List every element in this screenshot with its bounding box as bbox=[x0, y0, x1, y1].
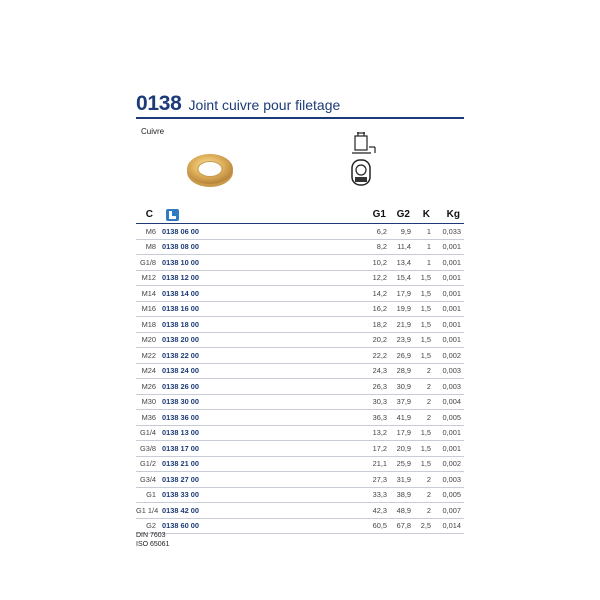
k-cell: 1,5 bbox=[414, 456, 434, 472]
k-cell: 1,5 bbox=[414, 441, 434, 457]
table-row bbox=[136, 270, 464, 286]
reference-cell: 0138 30 00 bbox=[162, 394, 362, 410]
column-header-g1: G1 bbox=[372, 209, 386, 220]
g1-cell: 60,5 bbox=[362, 518, 390, 534]
table-row bbox=[136, 317, 464, 333]
size-cell: M36 bbox=[136, 410, 162, 426]
table-row bbox=[136, 348, 464, 364]
g2-cell: 20,9 bbox=[390, 441, 414, 457]
kg-cell: 0,004 bbox=[434, 394, 464, 410]
g2-cell: 9,9 bbox=[390, 224, 414, 240]
kg-cell: 0,005 bbox=[434, 487, 464, 503]
k-cell: 1 bbox=[414, 239, 434, 255]
parts-table bbox=[136, 206, 464, 534]
size-cell: G3/8 bbox=[136, 441, 162, 457]
spanner-fitting-icon bbox=[352, 132, 375, 153]
k-cell: 1,5 bbox=[414, 270, 434, 286]
g1-cell: 33,3 bbox=[362, 487, 390, 503]
table-row bbox=[136, 410, 464, 426]
reference-cell: 0138 08 00 bbox=[162, 239, 362, 255]
table-row bbox=[136, 472, 464, 488]
reference-cell: 0138 14 00 bbox=[162, 286, 362, 302]
reference-cell: 0138 06 00 bbox=[162, 224, 362, 240]
g2-cell: 11,4 bbox=[390, 239, 414, 255]
size-cell: G1/2 bbox=[136, 456, 162, 472]
k-cell: 1,5 bbox=[414, 301, 434, 317]
g1-cell: 16,2 bbox=[362, 301, 390, 317]
size-cell: M6 bbox=[136, 224, 162, 240]
g1-cell: 14,2 bbox=[362, 286, 390, 302]
g2-cell: 17,9 bbox=[390, 286, 414, 302]
reference-cell: 0138 36 00 bbox=[162, 410, 362, 426]
kg-cell: 0,001 bbox=[434, 301, 464, 317]
g1-cell: 27,3 bbox=[362, 472, 390, 488]
table-header bbox=[136, 206, 464, 224]
page-title bbox=[136, 92, 340, 118]
bolt-hole-icon bbox=[352, 160, 370, 185]
size-cell: M30 bbox=[136, 394, 162, 410]
standards-list bbox=[136, 531, 169, 549]
reference-cell: 0138 27 00 bbox=[162, 472, 362, 488]
size-cell: M22 bbox=[136, 348, 162, 364]
reference-cell: 0138 26 00 bbox=[162, 379, 362, 395]
reference-cell: 0138 12 00 bbox=[162, 270, 362, 286]
g2-cell: 67,8 bbox=[390, 518, 414, 534]
kg-cell: 0,002 bbox=[434, 348, 464, 364]
k-cell: 2 bbox=[414, 410, 434, 426]
standard-din: DIN 7603 bbox=[136, 532, 166, 539]
g1-cell: 30,3 bbox=[362, 394, 390, 410]
size-cell: M26 bbox=[136, 379, 162, 395]
kg-cell: 0,001 bbox=[434, 317, 464, 333]
kg-cell: 0,001 bbox=[434, 286, 464, 302]
size-cell: M20 bbox=[136, 332, 162, 348]
reference-cell: 0138 60 00 bbox=[162, 518, 362, 534]
kg-cell: 0,003 bbox=[434, 472, 464, 488]
standard-iso: ISO 65061 bbox=[136, 541, 170, 548]
k-cell: 2 bbox=[414, 487, 434, 503]
table-row bbox=[136, 332, 464, 348]
reference-cell: 0138 18 00 bbox=[162, 317, 362, 333]
table-row bbox=[136, 301, 464, 317]
kg-cell: 0,001 bbox=[434, 239, 464, 255]
table-row bbox=[136, 224, 464, 240]
reference-cell: 0138 20 00 bbox=[162, 332, 362, 348]
table-row bbox=[136, 518, 464, 534]
table-row bbox=[136, 239, 464, 255]
g2-cell: 23,9 bbox=[390, 332, 414, 348]
reference-cell: 0138 22 00 bbox=[162, 348, 362, 364]
kg-cell: 0,003 bbox=[434, 379, 464, 395]
size-cell: G1 1/4 bbox=[136, 503, 162, 519]
k-cell: 2 bbox=[414, 394, 434, 410]
table-row bbox=[136, 456, 464, 472]
table-row bbox=[136, 255, 464, 271]
kg-cell: 0,002 bbox=[434, 456, 464, 472]
reference-cell: 0138 10 00 bbox=[162, 255, 362, 271]
material-label: Cuivre bbox=[141, 127, 165, 136]
g1-cell: 10,2 bbox=[362, 255, 390, 271]
g2-cell: 25,9 bbox=[390, 456, 414, 472]
size-cell: M16 bbox=[136, 301, 162, 317]
reference-cell: 0138 24 00 bbox=[162, 363, 362, 379]
column-header-g2: G2 bbox=[396, 209, 410, 220]
title-divider bbox=[136, 117, 464, 119]
k-cell: 2 bbox=[414, 503, 434, 519]
size-cell: M14 bbox=[136, 286, 162, 302]
kg-cell: 0,003 bbox=[434, 363, 464, 379]
table-row bbox=[136, 487, 464, 503]
table-row bbox=[136, 363, 464, 379]
k-cell: 1,5 bbox=[414, 317, 434, 333]
g1-cell: 17,2 bbox=[362, 441, 390, 457]
k-cell: 1 bbox=[414, 224, 434, 240]
g1-cell: 24,3 bbox=[362, 363, 390, 379]
g2-cell: 28,9 bbox=[390, 363, 414, 379]
reference-icon bbox=[166, 209, 179, 221]
table-row bbox=[136, 394, 464, 410]
reference-cell: 0138 21 00 bbox=[162, 456, 362, 472]
g1-cell: 20,2 bbox=[362, 332, 390, 348]
table-row bbox=[136, 379, 464, 395]
size-cell: M24 bbox=[136, 363, 162, 379]
g2-cell: 15,4 bbox=[390, 270, 414, 286]
kg-cell: 0,001 bbox=[434, 255, 464, 271]
size-cell: G1/8 bbox=[136, 255, 162, 271]
reference-cell: 0138 17 00 bbox=[162, 441, 362, 457]
g2-cell: 30,9 bbox=[390, 379, 414, 395]
product-code: 0138 bbox=[136, 92, 182, 115]
size-cell: G3/4 bbox=[136, 472, 162, 488]
g2-cell: 13,4 bbox=[390, 255, 414, 271]
g1-cell: 26,3 bbox=[362, 379, 390, 395]
g2-cell: 37,9 bbox=[390, 394, 414, 410]
column-header-k: K bbox=[422, 209, 430, 220]
g1-cell: 18,2 bbox=[362, 317, 390, 333]
k-cell: 2 bbox=[414, 472, 434, 488]
reference-cell: 0138 13 00 bbox=[162, 425, 362, 441]
table-row bbox=[136, 503, 464, 519]
g1-cell: 42,3 bbox=[362, 503, 390, 519]
k-cell: 1 bbox=[414, 255, 434, 271]
size-cell: G2 bbox=[136, 518, 162, 534]
k-cell: 1,5 bbox=[414, 425, 434, 441]
reference-cell: 0138 42 00 bbox=[162, 503, 362, 519]
g2-cell: 38,9 bbox=[390, 487, 414, 503]
k-cell: 1,5 bbox=[414, 348, 434, 364]
g2-cell: 31,9 bbox=[390, 472, 414, 488]
table-row bbox=[136, 286, 464, 302]
k-cell: 1,5 bbox=[414, 332, 434, 348]
kg-cell: 0,001 bbox=[434, 270, 464, 286]
size-cell: G1 bbox=[136, 487, 162, 503]
kg-cell: 0,014 bbox=[434, 518, 464, 534]
g2-cell: 48,9 bbox=[390, 503, 414, 519]
g2-cell: 17,9 bbox=[390, 425, 414, 441]
reference-cell: 0138 33 00 bbox=[162, 487, 362, 503]
column-header-c: C bbox=[145, 209, 153, 220]
table-row bbox=[136, 441, 464, 457]
kg-cell: 0,001 bbox=[434, 332, 464, 348]
g1-cell: 6,2 bbox=[362, 224, 390, 240]
k-cell: 2,5 bbox=[414, 518, 434, 534]
size-cell: M12 bbox=[136, 270, 162, 286]
kg-cell: 0,033 bbox=[434, 224, 464, 240]
g2-cell: 21,9 bbox=[390, 317, 414, 333]
product-title: Joint cuivre pour filetage bbox=[188, 97, 341, 113]
g2-cell: 19,9 bbox=[390, 301, 414, 317]
column-header-reference bbox=[162, 206, 362, 224]
g1-cell: 21,1 bbox=[362, 456, 390, 472]
g1-cell: 8,2 bbox=[362, 239, 390, 255]
k-cell: 1,5 bbox=[414, 286, 434, 302]
spec-icons bbox=[347, 131, 381, 187]
kg-cell: 0,007 bbox=[434, 503, 464, 519]
size-cell: M18 bbox=[136, 317, 162, 333]
g1-cell: 22,2 bbox=[362, 348, 390, 364]
reference-cell: 0138 16 00 bbox=[162, 301, 362, 317]
k-cell: 2 bbox=[414, 363, 434, 379]
g2-cell: 26,9 bbox=[390, 348, 414, 364]
g1-cell: 12,2 bbox=[362, 270, 390, 286]
kg-cell: 0,001 bbox=[434, 441, 464, 457]
copper-washer-image bbox=[185, 151, 235, 189]
kg-cell: 0,005 bbox=[434, 410, 464, 426]
g1-cell: 36,3 bbox=[362, 410, 390, 426]
size-cell: G1/4 bbox=[136, 425, 162, 441]
table-row bbox=[136, 425, 464, 441]
k-cell: 2 bbox=[414, 379, 434, 395]
g1-cell: 13,2 bbox=[362, 425, 390, 441]
size-cell: M8 bbox=[136, 239, 162, 255]
kg-cell: 0,001 bbox=[434, 425, 464, 441]
g2-cell: 41,9 bbox=[390, 410, 414, 426]
column-header-kg: Kg bbox=[446, 209, 460, 220]
